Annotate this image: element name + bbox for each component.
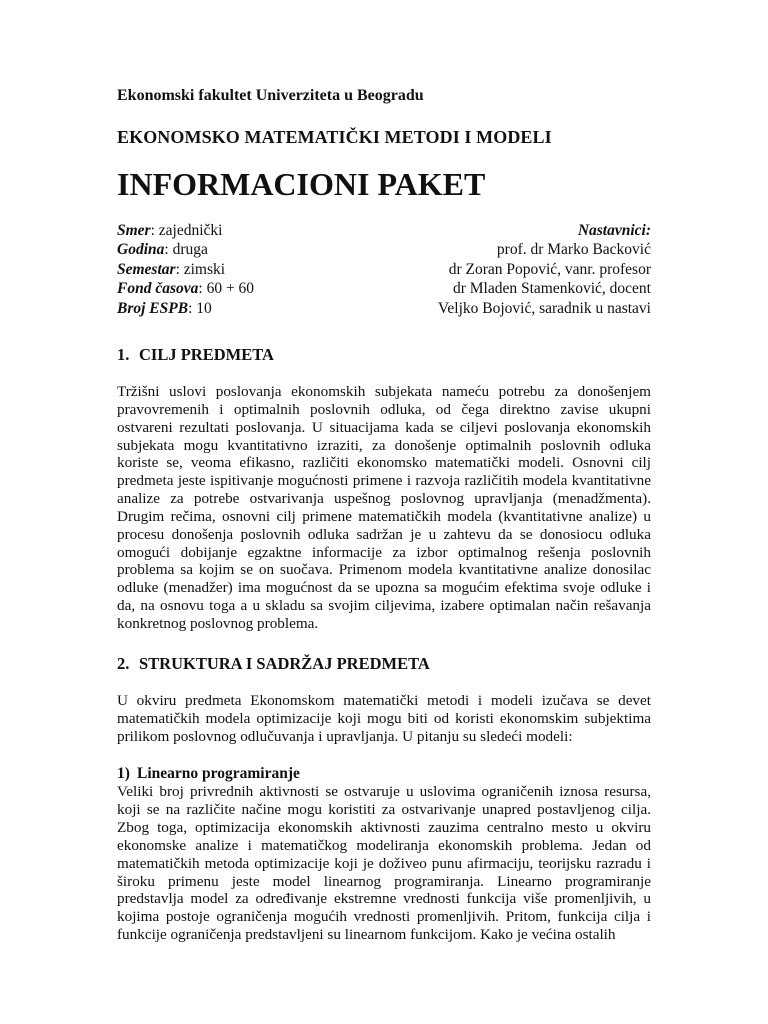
- section-title: CILJ PREDMETA: [139, 345, 274, 365]
- teachers-list: [438, 221, 651, 318]
- info-row-espb: Broj ESPB: 10: [117, 299, 212, 317]
- info-row-fond: Fond časova: 60 + 60: [117, 280, 255, 298]
- section-number: 1.: [117, 345, 130, 365]
- semestar-label: Semestar: [117, 260, 176, 278]
- info-row-godina: Godina: druga: [117, 241, 208, 259]
- info-row-smer: Smer: zajednički: [117, 222, 223, 239]
- info-row-semestar: Semestar: zimski: [117, 260, 226, 278]
- teacher-item: dr Zoran Popović, vanr. profesor: [448, 260, 651, 278]
- teacher-item: prof. dr Marko Backović: [496, 241, 651, 259]
- section-paragraph: U okviru predmeta Ekonomskom matematički metodi i modeli izučava se devet matematičkih modela optimizacije koji mogu biti od koristi ekonomskim subjektima prilikom poslovnog odlučuvanja i upravljanja. U pitanju su sledeći modeli:: [117, 691, 651, 745]
- document-page: [117, 86, 651, 944]
- espb-label: Broj ESPB: [117, 299, 189, 317]
- document-title: INFORMACIONI PAKET: [117, 166, 486, 202]
- course-info: [117, 221, 651, 318]
- smer-label: Smer: [117, 222, 151, 239]
- course-info-left: [117, 221, 254, 318]
- section-number: 2.: [117, 653, 130, 673]
- faculty-name: Ekonomski fakultet Univerziteta u Beogradu: [117, 87, 424, 104]
- godina-value: druga: [168, 241, 208, 259]
- teacher-item: dr Mladen Stamenković, docent: [452, 280, 651, 298]
- semestar-value: zimski: [179, 260, 226, 278]
- course-name: EKONOMSKO MATEMATIČKI METODI I MODELI: [117, 127, 552, 147]
- teachers-label: Nastavnici:: [577, 222, 651, 239]
- section-title: STRUKTURA I SADRŽAJ PREDMETA: [139, 653, 430, 673]
- subsection-title: Linearno programiranje: [137, 765, 300, 783]
- subsection-paragraph: Veliki broj privrednih aktivnosti se ostvaruje u uslovima ograničenih iznosa resursa, koji se na različite načine mogu koristiti za ostvarivanje unapred postavljenog cilja. Zbog toga, optimizacija ekonomskih aktivnosti zauzima centralno mesto u okviru ekonomske analize i matematičkog modeliranja ekonomskih problema. Jedan od matematičkih metoda optimizacije koji je doživeo punu afirmaciju, teorijsku razradu i široku primenu jeste model linearnog programiranja. Linearno programiranje predstavlja model za određivanje ekstremne vrednosti funkcija više promenljivih, u kojima postoje ograničenja mogućih vrednosti promenljivih. Pritom, funkcija cilja i funkcije ograničenja predstavljeni su linearnom funkcijom. Kako je većina ostalih: [117, 783, 651, 944]
- fond-label: Fond časova: [117, 280, 199, 298]
- section-heading: [117, 654, 651, 674]
- section-paragraph: Tržišni uslovi poslovanja ekonomskih subjekata nameću potrebu za donošenjem pravovremenih i optimalnih poslovnih odluka, od čega direktno zavise ukupni ostvareni rezultati poslovanja. U situacijama kada se ciljevi poslovanja ekonomskih subjekata mogu kvantitativno izraziti, za donošenje optimalnih poslovnih odluka koriste se, veoma efikasno, različiti ekonomsko matematički modeli. Osnovni cilj predmeta jeste ispitivanje mogućnosti primene i razvoja različitih modela kvantitativne analize za potrebe ostvarivanja uspešnog poslovnog upravljanja (menadžmenta). Drugim rečima, osnovni cilj primene matematičkih modela (kvantitativne analize) u procesu donošenja poslovnih odluka sadržan je u zahtevu da se donosiocu odluka omogući dobijanje egzaktne informacije za izbor optimalnog rešenja poslovnih problema sa kojim se on suočava. Primenom modela kvantitativne analize donosilac odluke (menadžer) ima mogućnost da se upozna sa mogućim efektima svoje odluke i da, na osnovu toga a u skladu sa svojim ciljevima, izabere optimalan način rešavanja konkretnog poslovnog problema.: [117, 383, 651, 632]
- espb-value: 10: [192, 299, 212, 317]
- section-heading: [117, 345, 651, 365]
- godina-label: Godina: [117, 241, 165, 259]
- subsection-number: 1): [117, 765, 130, 783]
- smer-value: zajednički: [154, 222, 223, 239]
- teacher-item: Veljko Bojović, saradnik u nastavi: [437, 299, 651, 317]
- fond-value: 60 + 60: [202, 280, 255, 298]
- subsection-heading: [117, 765, 651, 783]
